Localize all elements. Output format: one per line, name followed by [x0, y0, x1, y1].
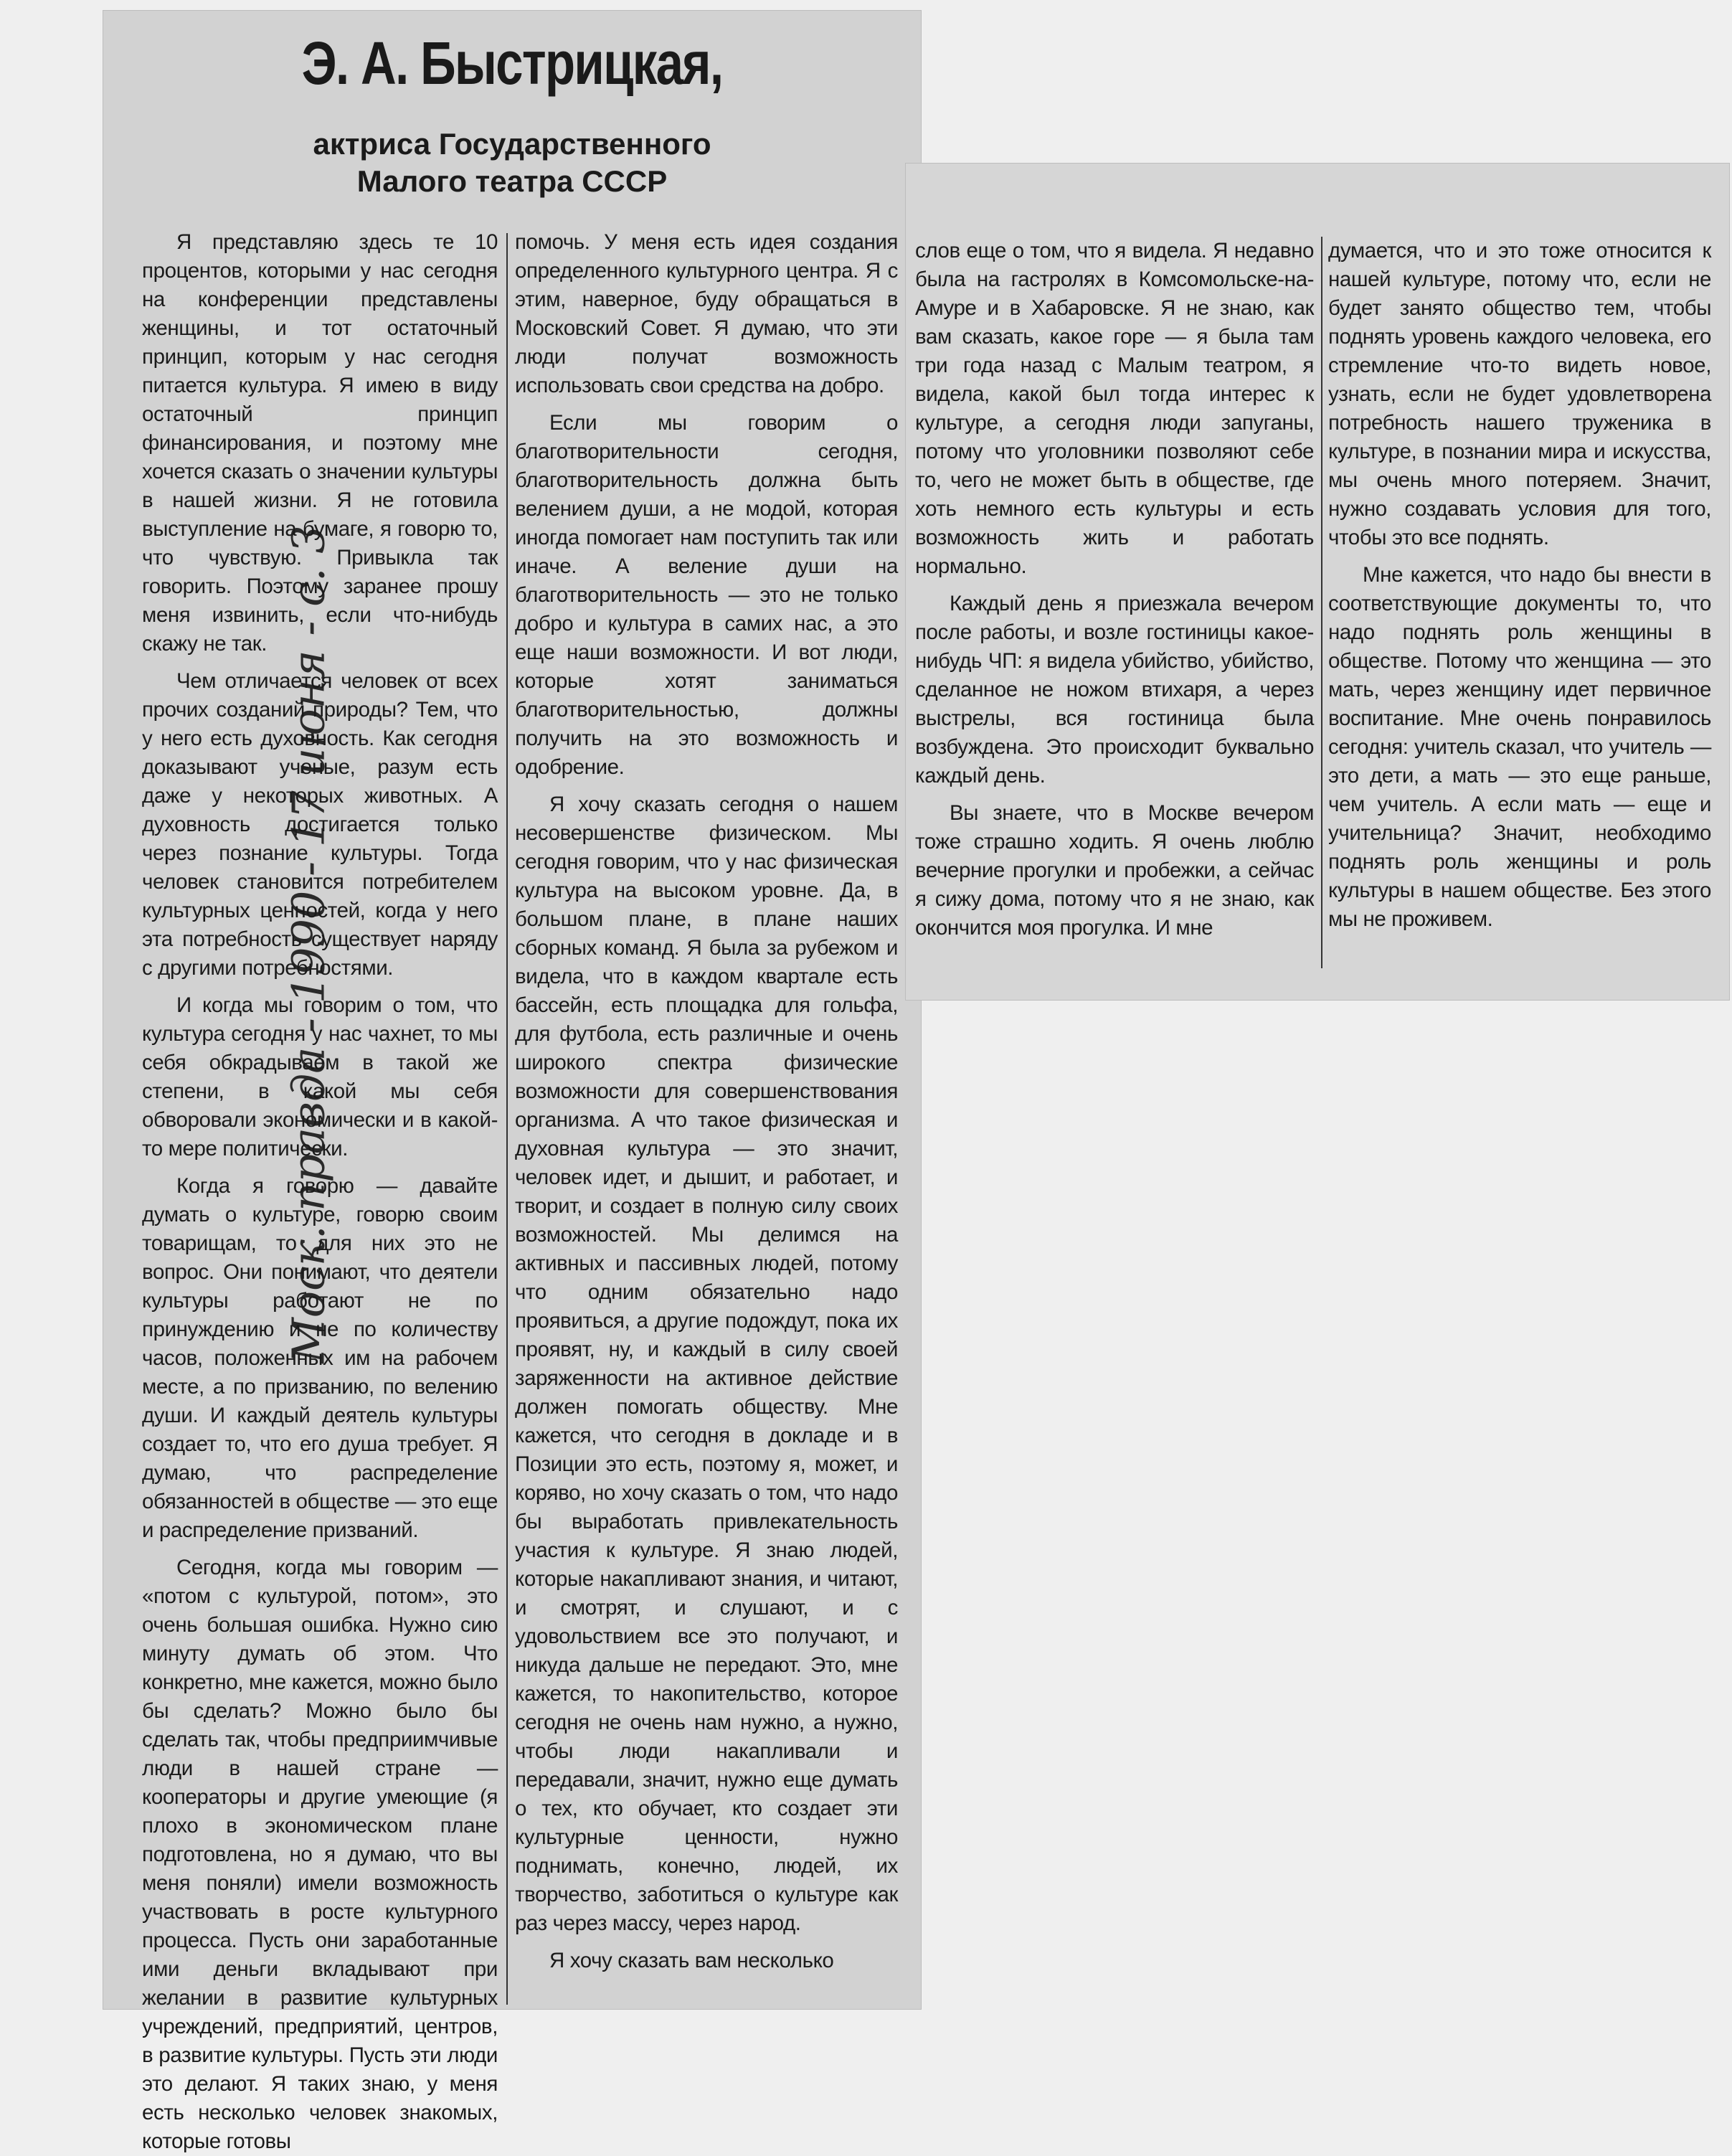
handwritten-source-note: Моск. правда - 1990 - 17 июня - с. 3	[282, 525, 335, 1363]
paragraph: думается, что и это тоже относится к нашей культуре, потому что, если не будет занято общество тем, чтобы поднять уровень каждого человека, его стремление что-то видеть новое, узнать, если не будет удовлетворена потребность нашего труженика в культуре, в познании мира и искусства, мы очень много потеряем. Значит, нужно создавать условия для того, чтобы это все поднять.	[1328, 239, 1711, 549]
paragraph: помочь. У меня есть идея создания определенного культурного центра. Я с этим, наверное, буду обращаться в Московский Совет. Я думаю, что эти люди получат возможность использовать свои средства на добро.	[515, 230, 898, 397]
article-subtitle	[103, 126, 922, 200]
article-column-1	[142, 228, 498, 2156]
paragraph: Когда я говорю — давайте думать о культуре, говорю своим товарищам, то для них это не вопрос. Они понимают, что деятели культуры работают не по принуждению и не по количеству часов, положенных им на рабочем месте, а по призванию, по велению души. И каждый деятель культуры создает то, что его душа требует. Я думаю, что распределение обязанностей в обществе — это еще и распределение призваний.	[142, 1174, 498, 1542]
article-column-3	[915, 237, 1314, 942]
article-title: Э. А. Быстрицкая,	[301, 29, 723, 97]
paragraph: Мне кажется, что надо бы внести в соответствующие документы то, что надо поднять роль женщины в обществе. Потому что женщина — это мать, через женщину идет первичное воспитание. Мне очень понравилось сегодня: учитель сказал, что учитель — это дети, а мать — это еще раньше, чем учитель. А если мать — еще и учительница? Значит, необходимо поднять роль женщины и роль культуры в нашем обществе. Без этого мы не проживем.	[1328, 563, 1711, 931]
paragraph: Я представляю здесь те 10 процентов, которыми у нас сегодня на конференции представлены женщины, и тот остаточный принцип, которым у нас сегодня питается культура. Я имею в виду остаточный принцип финансирования, и поэтому мне хочется сказать о значении культуры в нашей жизни. Я не готовила выступление на бумаге, я говорю то, что чувствую. Привыкла так говорить. Поэтому заранее прошу меня извинить, если что-нибудь скажу не так.	[142, 230, 498, 656]
paragraph: Каждый день я приезжала вечером после работы, и возле гостиницы какое-нибудь ЧП: я видела убийство, убийство, сделанное не ножом втихаря, а через выстрелы, вся гостиница была возбуждена. Это происходит буквально каждый день.	[915, 592, 1314, 788]
paragraph: Сегодня, когда мы говорим — «потом с культурой, потом», это очень большая ошибка. Нужно сию минуту думать об этом. Что конкретно, мне кажется, можно было бы сделать? Можно было бы сделать так, чтобы предприимчивые люди в нашей стране — кооператоры и другие умеющие (я плохо в экономическом плане подготовлена, но я думаю, что вы меня поняли) имели возможность участвовать в росте культурного процесса. Пусть они заработанные ими деньги вкладывают при желании в развитие культурных учреждений, предприятий, центров, в развитие культуры. Пусть эти люди это делают. Я таких знаю, у меня есть несколько человек знакомых, которые готовы	[142, 1556, 498, 2153]
article-column-2	[515, 228, 898, 1975]
column-divider	[506, 233, 508, 2005]
paragraph: Чем отличается человек от всех прочих созданий природы? Тем, что у него есть духовность. Как сегодня доказывают ученые, разум есть даже у некоторых животных. А духовность достигается только через познание культуры. Тогда человек становится потребителем культурных ценностей, когда у него эта потребность существует наряду с другими потребностями.	[142, 669, 498, 980]
paragraph: Я хочу сказать сегодня о нашем несовершенстве физическом. Мы сегодня говорим, что у нас физическая культура на высоком уровне. Да, в большом плане, в плане наших сборных команд. Я была за рубежом и видела, что в каждом квартале есть бассейн, есть площадка для гольфа, для футбола, есть различные и очень широкого спектра физические возможности для совершенствования организма. А что такое физическая и духовная культура — это значит, человек идет, и дышит, и работает, и творит, и создает в полную силу своих возможностей. Мы делимся на активных и пассивных людей, потому что одним обязательно надо проявиться, а другие подождут, пока их проявят, ну, и каждый в силу своей заряженности на активное действие должен помогать обществу. Мне кажется, что сегодня в докладе и в Позиции это есть, поэтому я, может, и коряво, но хочу сказать о том, что надо бы выработать привлекательность участия к культуре. Я знаю людей, которые накапливают знания, и читают, и смотрят, и слушают, и с удовольствием все это получают, и никуда дальше не передают. Это, мне кажется, то накопительство, которое сегодня не очень нам нужно, а нужно, чтобы люди накапливали и передавали, значит, нужно еще думать о тех, кто обучает, кто создает эти культурные ценности, нужно поднимать, конечно, людей, их творчество, заботиться о культуре как раз через массу, через народ.	[515, 793, 898, 1935]
paragraph: Я хочу сказать вам несколько	[549, 1949, 834, 1972]
subtitle-line-2: Малого театра СССР	[356, 164, 668, 198]
paragraph: слов еще о том, что я видела. Я недавно была на гастролях в Комсомольске-на-Амуре и в Хабаровске. Я не знаю, как вам сказать, какое горе — я была там три года назад с Малым театром, я видела, какой был тогда интерес к культуре, а сегодня люди запуганы, потому что уголовники позволяют себе то, чего не может быть в обществе, где хоть немного есть культуры и есть возможность жить и работать нормально.	[915, 239, 1314, 578]
article-column-4	[1328, 237, 1711, 934]
paragraph: Вы знаете, что в Москве вечером тоже страшно ходить. Я очень люблю вечерние прогулки и пробежки, а сейчас я сижу дома, потому что я не знаю, как окончится моя прогулка. И мне	[915, 801, 1314, 940]
paragraph: Если мы говорим о благотворительности сегодня, благотворительность должна быть велением души, а не модой, которая иногда помогает нам поступить так или иначе. А веление души на благотворительность — это не только добро и культура в самих нас, а это еще наши возможности. И вот люди, которые хотят заниматься благотворительностью, должны получить на это возможность и одобрение.	[515, 411, 898, 779]
column-divider	[1321, 237, 1322, 968]
paragraph: И когда мы говорим о том, что культура сегодня у нас чахнет, то мы себя обкрадываем в такой же степени, в какой мы себя обворовали экономически и в какой-то мере политически.	[142, 993, 498, 1160]
subtitle-line-1: актриса Государственного	[313, 127, 711, 161]
